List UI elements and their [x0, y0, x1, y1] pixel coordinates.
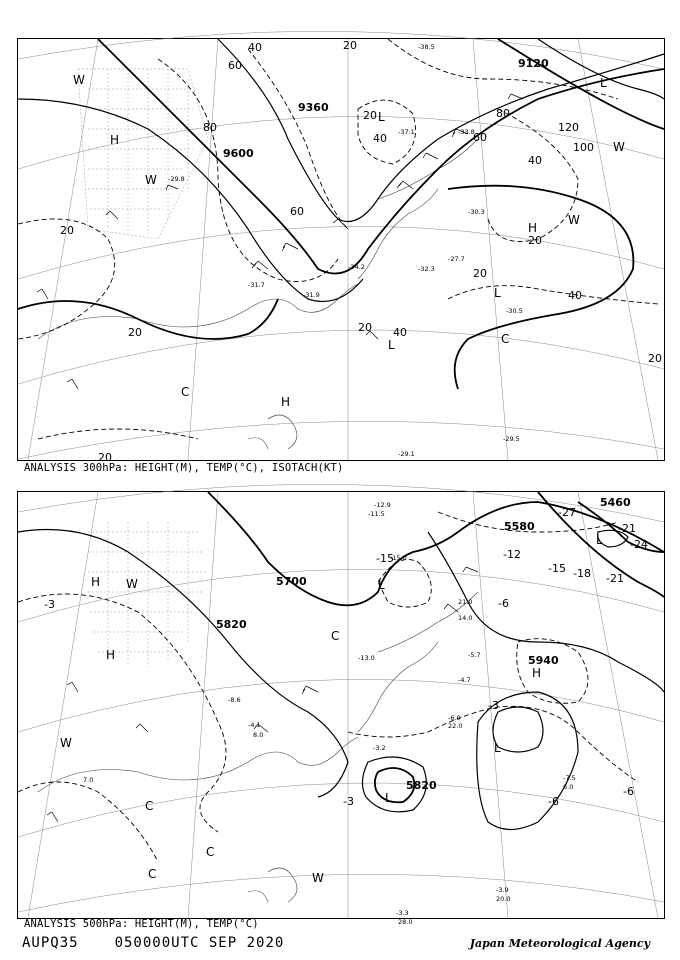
isotach-label: 20 — [128, 326, 142, 339]
station-temp: -29.5 — [503, 435, 520, 443]
graticule-500 — [18, 484, 664, 918]
height-label-5580: 5580 — [504, 520, 535, 533]
isotherm-label: -3 — [488, 699, 499, 712]
station-temp: -34.2 — [348, 263, 365, 271]
station-temp: -30.3 — [468, 208, 485, 216]
dewpoint-depression: 21.0 — [458, 598, 473, 606]
cold-center: C — [206, 845, 215, 859]
isotach-label: 100 — [573, 141, 594, 154]
isotach-lines-300 — [18, 39, 658, 439]
dewpoint-depression: 14.0 — [458, 614, 473, 622]
pressure-centers-300 — [73, 73, 625, 409]
station-temp: -29.8 — [168, 175, 185, 183]
height-label-5700: 5700 — [276, 575, 307, 588]
height-label-9600: 9600 — [223, 147, 254, 160]
warm-center: W — [568, 213, 580, 227]
station-temp: -5.7 — [468, 651, 481, 659]
isotach-label: 20 — [648, 352, 662, 365]
terrain-hatch-500 — [88, 522, 208, 667]
high-center: H — [91, 575, 101, 589]
height-label-5460: 5460 — [600, 496, 631, 509]
isotherm-label: -3 — [343, 795, 354, 808]
dewpoint-depression: 20.0 — [496, 895, 511, 903]
isotherm-label: -12 — [503, 548, 521, 561]
station-temp: -6.0 — [448, 714, 461, 722]
station-temp: -27.7 — [448, 255, 465, 263]
warm-center: W — [312, 871, 324, 885]
isotach-label: 60 — [228, 59, 242, 72]
isotach-label: 20 — [358, 321, 372, 334]
low-center: L — [388, 338, 395, 352]
isotach-label: 20 — [60, 224, 74, 237]
isotherm-label: -21 — [606, 572, 624, 585]
isotach-label: 60 — [290, 205, 304, 218]
station-temp: -29.1 — [398, 450, 415, 458]
product-code: AUPQ35 — [22, 935, 79, 951]
terrain-hatch-300 — [78, 69, 208, 239]
height-label-5820: 5820 — [216, 618, 247, 631]
dewpoint-depression: 6.0 — [563, 783, 574, 791]
agency-credit: Japan Meteorological Agency — [469, 937, 650, 950]
isotherm-label: -18 — [573, 567, 591, 580]
graticule-300 — [18, 31, 664, 460]
station-temp: -4.1 — [248, 721, 261, 729]
isotherm-label: -15 — [548, 562, 566, 575]
chart-footer — [22, 935, 284, 951]
isotach-label: 80 — [203, 121, 217, 134]
valid-time: 050000UTC SEP 2020 — [114, 935, 285, 951]
cold-center: C — [145, 799, 154, 813]
low-center: L — [596, 533, 603, 547]
map-300hpa — [18, 39, 664, 464]
isotach-label: 40 — [568, 289, 582, 302]
isotach-label: 20 — [528, 234, 542, 247]
station-temp: -15.0 — [390, 554, 407, 562]
analysis-300hpa-panel — [17, 38, 665, 464]
isotach-label: 60 — [473, 131, 487, 144]
isotach-label: 40 — [248, 41, 262, 54]
station-temp: -13.0 — [358, 654, 375, 662]
station-temp: -7.5 — [563, 774, 576, 782]
station-temp: -38.5 — [418, 43, 435, 51]
height-label-9120: 9120 — [518, 57, 549, 70]
station-temp: -3.3 — [396, 909, 409, 917]
isotherm-label: -21 — [618, 522, 636, 535]
low-center: L — [378, 578, 385, 592]
height-label-5940: 5940 — [528, 654, 559, 667]
height-label-5820-b: 5820 — [406, 779, 437, 792]
cold-center: C — [181, 385, 190, 399]
isotach-label: 40 — [528, 154, 542, 167]
station-temp: -30.5 — [506, 307, 523, 315]
isotach-label: 80 — [496, 107, 510, 120]
isotach-label: 20 — [98, 451, 112, 464]
low-center: L — [494, 741, 501, 755]
isotherm-label: -24 — [630, 538, 648, 551]
low-center: L — [378, 110, 385, 124]
isotherm-label: -27 — [558, 506, 576, 519]
warm-center: W — [613, 140, 625, 154]
high-center: H — [532, 666, 542, 680]
station-temp: -11.5 — [368, 510, 385, 518]
station-data-500 — [83, 501, 576, 926]
caption-300hpa: ANALYSIS 300hPa: HEIGHT(M), TEMP(°C), ISOTACH(KT) — [24, 462, 344, 474]
station-temp: -12.9 — [374, 501, 391, 509]
cold-center: C — [148, 867, 157, 881]
isotach-label: 40 — [373, 132, 387, 145]
warm-center: W — [145, 173, 157, 187]
station-temp: -8.6 — [228, 696, 241, 704]
high-center: H — [528, 221, 538, 235]
station-temp: -3.9 — [496, 886, 509, 894]
low-center: L — [385, 791, 392, 805]
isotach-label: 20 — [473, 267, 487, 280]
station-temp: -31.7 — [248, 281, 265, 289]
warm-center: W — [60, 736, 72, 750]
isotherm-lines-500 — [18, 512, 638, 862]
isotherm-label: -15 — [376, 552, 394, 565]
cold-center: C — [501, 332, 510, 346]
dewpoint-depression: 7.0 — [83, 776, 94, 784]
station-temp: -32.3 — [418, 265, 435, 273]
isotach-labels-300 — [60, 39, 662, 464]
dewpoint-depression: 8.0 — [253, 731, 264, 739]
station-temp: -31.9 — [303, 291, 320, 299]
pressure-centers-500 — [60, 533, 603, 885]
station-temp: -4.7 — [458, 676, 471, 684]
isotherm-label: -3 — [44, 598, 55, 611]
coastline-500 — [38, 592, 478, 902]
isotach-label: 20 — [363, 109, 377, 122]
cold-center: C — [331, 629, 340, 643]
dewpoint-depression: 28.0 — [398, 918, 413, 926]
station-temps-300 — [168, 43, 523, 458]
dewpoint-depression: 22.0 — [448, 722, 463, 730]
isotach-label: 40 — [393, 326, 407, 339]
station-temp: -33.8 — [458, 128, 475, 136]
high-center: H — [106, 648, 116, 662]
station-temp: -37.1 — [398, 128, 415, 136]
isotach-label: 120 — [558, 121, 579, 134]
height-label-9360: 9360 — [298, 101, 329, 114]
isotherm-label: -6 — [548, 795, 559, 808]
low-center: L — [494, 286, 501, 300]
low-center: L — [600, 76, 607, 90]
high-center: H — [281, 395, 291, 409]
warm-center: W — [126, 577, 138, 591]
high-center: H — [110, 133, 120, 147]
isotherm-label: -6 — [623, 785, 634, 798]
isotherm-label: -6 — [498, 597, 509, 610]
isotach-label: 20 — [343, 39, 357, 52]
warm-center: W — [73, 73, 85, 87]
station-temp: -3.2 — [373, 744, 386, 752]
caption-500hpa: ANALYSIS 500hPa: HEIGHT(M), TEMP(°C) — [24, 918, 259, 930]
